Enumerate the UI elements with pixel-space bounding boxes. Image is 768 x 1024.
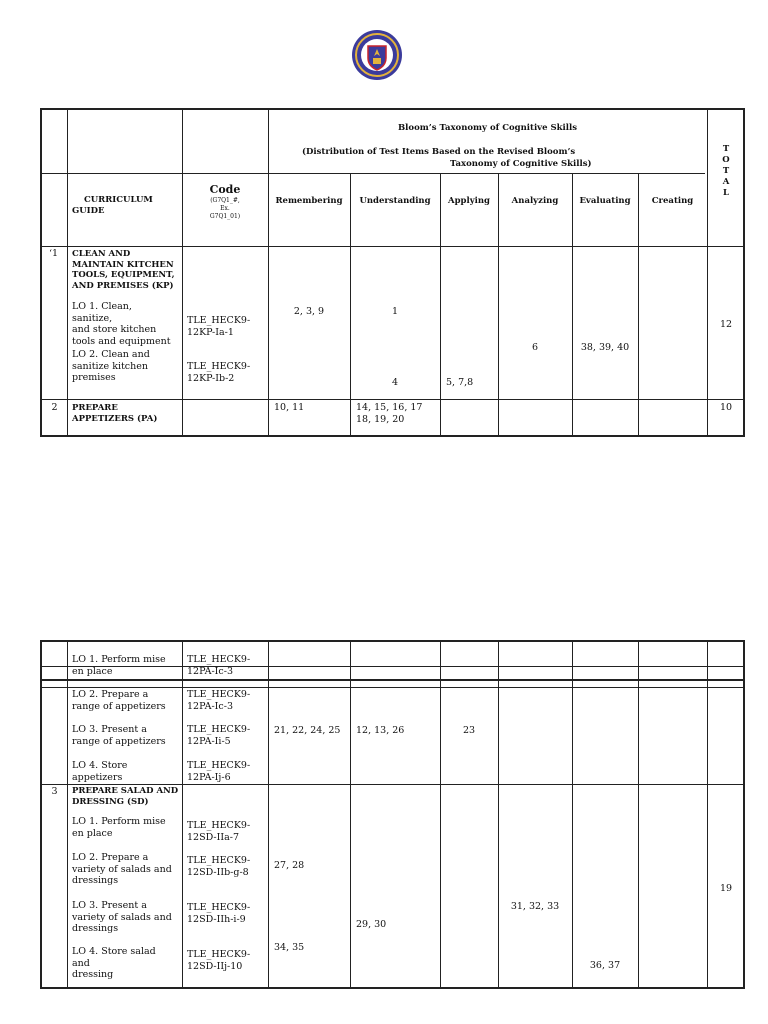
- row1-lo2: LO 2. Clean and sanitize kitchen premises: [72, 349, 150, 383]
- row1-analyzing: 6: [531, 342, 539, 353]
- col-remembering: Remembering: [275, 196, 343, 206]
- row1-number: ‘1: [49, 248, 59, 259]
- row1-evaluating: 38, 39, 40: [580, 342, 630, 353]
- col-understanding: Understanding: [359, 196, 431, 206]
- code-header: Code: [209, 183, 241, 196]
- sd-lo1-code: TLE_HECK9- 12SD-IIa-7: [187, 820, 251, 843]
- pa-lo1-code: TLE_HECK9- 12PA-Ic-3: [187, 654, 251, 677]
- row1-remembering: 2, 3, 9: [293, 306, 325, 317]
- deped-seal-logo: [351, 29, 403, 81]
- sd-understanding: 29, 30: [356, 919, 387, 930]
- row1-total: 12: [719, 319, 733, 330]
- pa-applying: 23: [462, 725, 476, 736]
- pa-lo2: LO 2. Prepare a range of appetizers: [72, 689, 166, 712]
- sd-remembering-2: 34, 35: [274, 942, 305, 953]
- sd-lo4-code: TLE_HECK9- 12SD-IIj-10: [187, 949, 251, 972]
- sd-lo3: LO 3. Present a variety of salads and dressings: [72, 900, 172, 934]
- pa-lo4: LO 4. Store appetizers: [72, 760, 128, 783]
- row2-remembering: 10, 11: [274, 402, 305, 413]
- row1-applying: 5, 7,8: [446, 377, 474, 388]
- pa-lo3: LO 3. Present a range of appetizers: [72, 724, 166, 747]
- sd-lo3-code: TLE_HECK9- 12SD-IIh-i-9: [187, 902, 251, 925]
- pa-remembering: 21, 22, 24, 25: [274, 725, 341, 736]
- bloom-subtitle-2: Taxonomy of Cognitive Skills): [450, 159, 592, 169]
- page1-table: Bloom’s Taxonomy of Cognitive Skills (Distribution of Test Items Based on the Revised Bloom’s Taxonomy of Cognitive Skills) T O T A L CURRICULUM GUIDE Code (G7Q1_#, Ex. G7Q1_01) Remembering Understanding Applying Analyzing Evaluating Creating ‘1 CLEAN AND MAINTAIN KITCHEN TOOLS, EQUIPMENT, AND PREMISES (KP) LO 1. Clean, sanitize, and store kitchen tools and equipment LO 2. Clean and sanitize kitchen premises TLE_HECK9- 12KP-Ia-1 TLE_HECK9- 12KP-Ib-2 2, 3, 9 1 4 5, 7,8 6 38, 39, 40 12 2 PREPARE APPETIZERS (PA) 10, 11 14, 15, 16, 17 18, 19, 20 10: [40, 108, 745, 437]
- total-label: T O T A L: [722, 144, 730, 198]
- bloom-title: Bloom’s Taxonomy of Cognitive Skills: [398, 123, 577, 133]
- sd-analyzing: 31, 32, 33: [510, 901, 560, 912]
- row1-code1: TLE_HECK9- 12KP-Ia-1: [187, 315, 251, 338]
- row2-number: 2: [51, 402, 58, 413]
- col-applying: Applying: [447, 196, 490, 206]
- sd-number: 3: [51, 786, 58, 797]
- pa-understanding: 12, 13, 26: [356, 725, 405, 736]
- code-note: (G7Q1_#,: [210, 197, 240, 204]
- page2-table: [40, 640, 745, 989]
- pa-lo3-code: TLE_HECK9- 12PA-Ii-5: [187, 724, 251, 747]
- col-evaluating: Evaluating: [579, 196, 631, 206]
- row1-code2: TLE_HECK9- 12KP-Ib-2: [187, 361, 251, 384]
- sd-lo2: LO 2. Prepare a variety of salads and dressings: [72, 852, 172, 886]
- sd-title: PREPARE SALAD AND DRESSING (SD): [72, 786, 179, 807]
- row1-lo1: LO 1. Clean, sanitize, and store kitchen tools and equipment: [72, 301, 171, 347]
- sd-lo4: LO 4. Store salad and dressing: [72, 946, 156, 980]
- pa-lo2-code: TLE_HECK9- 12PA-Ic-3: [187, 689, 251, 712]
- curriculum-guide-header: CURRICULUM: [84, 195, 153, 205]
- sd-lo1: LO 1. Perform mise en place: [72, 816, 166, 839]
- row1-title: CLEAN AND MAINTAIN KITCHEN TOOLS, EQUIPMENT, AND PREMISES (KP): [72, 249, 175, 291]
- sd-remembering-1: 27, 28: [274, 860, 305, 871]
- row2-total: 10: [719, 402, 733, 413]
- sd-lo2-code: TLE_HECK9- 12SD-IIb-g-8: [187, 855, 251, 878]
- row2-understanding: 14, 15, 16, 17 18, 19, 20: [356, 402, 423, 425]
- row1-understanding-1: 1: [391, 306, 399, 317]
- sd-evaluating: 36, 37: [589, 960, 621, 971]
- col-analyzing: Analyzing: [511, 196, 559, 206]
- row2-title: PREPARE APPETIZERS (PA): [72, 403, 158, 424]
- bloom-subtitle-1: (Distribution of Test Items Based on the Revised Bloom’s: [302, 147, 576, 157]
- pa-lo4-code: TLE_HECK9- 12PA-Ij-6: [187, 760, 251, 783]
- row1-understanding-2: 4: [391, 377, 399, 388]
- col-creating: Creating: [651, 196, 694, 206]
- sd-total: 19: [719, 883, 733, 894]
- pa-lo1: LO 1. Perform mise en place: [72, 654, 166, 677]
